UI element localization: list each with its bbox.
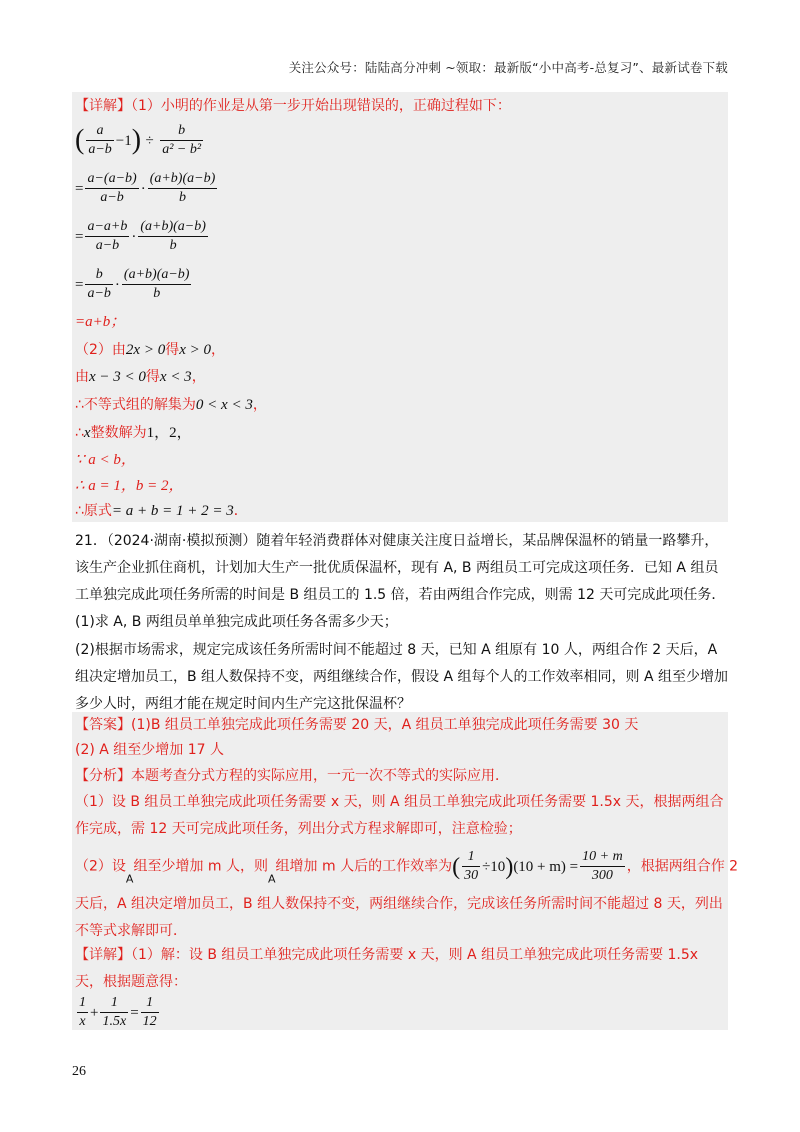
analysis-part2: （2）设$_A$组至少增加 m 人，则$_A$组增加 m 人后的工作效率为( $\frac{1}{30}$ ÷10)(10 + m) = $\frac{10 + m}{300}$ ，根据两组合作 2: [75, 849, 739, 886]
fraction: $\frac{(a+b)(a-b)}{b}$: [140, 219, 206, 253]
solution-line-d: ∴x整数解为1，2，: [75, 425, 192, 441]
detail-label: 【详解】: [75, 98, 131, 114]
fraction: $\frac{a-(a-b)}{a-b}$: [87, 171, 137, 205]
page-number: 26: [72, 1064, 86, 1079]
math-step-4: = $\frac{b}{a-b}$ · $\frac{(a+b)(a-b)}{b}$: [75, 267, 190, 301]
page-header: 关注公众号：陆陆高分冲刺 ~领取：最新版“小中高考-总复习”、最新试卷下载: [288, 60, 728, 75]
solution-line-e: ∵ a < b，: [75, 452, 136, 468]
solution-line-b: 由x − 3 < 0得x < 3，: [75, 369, 206, 385]
answer-line-1: 【答案】(1)B 组员工单独完成此项任务需要 20 天，A 组员工单独完成此项任务需要 30 天: [75, 717, 639, 733]
fraction: $\frac{(a+b)(a-b)}{b}$: [123, 267, 190, 301]
analysis-label: 【分析】: [75, 768, 131, 784]
solution-line-c: ∴不等式组的解集为0 < x < 3，: [75, 397, 267, 413]
analysis-part1: （1）设 B 组员工单独完成此项任务需要 x 天，则 A 组员工单独完成此项任务需要 1.5x 天，根据两组合作完成，需 12 天可完成此项任务，列出分式方程求解即可，注意检验；: [75, 794, 724, 837]
detail-21-line: 【详解】（1）解：设 B 组员工单独完成此项任务需要 x 天，则 A 组员工单独完成此项任务需要 1.5x 天，根据题意得：: [75, 947, 699, 990]
problem-number: 21．: [75, 533, 107, 549]
fraction: $\frac{b}{a-b}$: [87, 267, 111, 301]
part2-line: （2）由2x > 0得x > 0，: [75, 342, 225, 358]
math-step-2: = $\frac{a-(a-b)}{a-b}$ · $\frac{(a+b)(a-b)}{b}$: [75, 171, 216, 205]
solution-line-g: ∴原式= a + b = 1 + 2 = 3．: [75, 503, 248, 519]
problem-source: （2024·湖南·模拟预测）: [106, 533, 257, 549]
analysis-line: 【分析】本题考查分式方程的实际应用，一元一次不等式的实际应用．: [75, 768, 509, 784]
solution-line-f: ∴ a = 1，b = 2，: [75, 478, 184, 494]
fraction: $\frac{(a+b)(a-b)}{b}$: [149, 171, 216, 205]
fraction: $\frac{a}{a-b}$: [88, 123, 112, 157]
answer-line-2: (2) A 组至少增加 17 人: [75, 742, 225, 758]
detail-line: [75, 96, 511, 116]
answer-label: 【答案】: [75, 717, 131, 733]
problem-21-q2: (2)根据市场需求，规定完成该任务所需时间不能超过 8 天，已知 A 组原有 10 人，两组合作 2 天后，A 组决定增加员工，B 组人数保持不变，两组继续合作，假设 A 组每个人的工作效率相同，则 A 组至少增加多少人时，两组才能在规定时间内生产完这批保温杯？: [75, 642, 729, 712]
part1-intro: （1）小明的作业是从第一步开始出现错误的，正确过程如下：: [131, 98, 511, 114]
fraction: $\frac{b}{\text{a² − b²}}$: [162, 123, 202, 157]
math-step-5: =a+b；: [75, 314, 126, 330]
fraction: $\frac{a-a+b}{a-b}$: [87, 219, 128, 253]
problem-21-q1: (1)求 A, B 两组员单单独完成此项任务各需多少天；: [75, 614, 398, 630]
equation-21: $\frac{1}{x}$ + $\frac{1}{1.5x}$ = $\frac{1}{12}$: [79, 995, 157, 1029]
problem-text: 随着年轻消费群体对健康关注度日益增长，某品牌保温杯的销量一路攀升，该生产企业抓住商机，计划加大生产一批优质保温杯，现有 A, B 两组员工可完成这项任务．已知 A 组员工单独完成此项任务所需的时间是 B 组员工的 1.5 倍，若由两组合作完成，则需 12 天可完成此项任务．: [75, 533, 726, 603]
math-step-1: ( $\frac{a}{a-b}$ −1) ÷ $\frac{b}{\text{a² − b²}}$: [75, 123, 202, 157]
detail-label-21: 【详解】: [75, 947, 131, 963]
math-step-3: = $\frac{a-a+b}{a-b}$ · $\frac{(a+b)(a-b)}{b}$: [75, 219, 206, 253]
problem-21-stem: [75, 528, 730, 609]
analysis-part2-cont: 天后，A 组决定增加员工，B 组人数保持不变，两组继续合作，完成该任务所需时间不能超过 8 天，列出不等式求解即可．: [75, 896, 723, 939]
